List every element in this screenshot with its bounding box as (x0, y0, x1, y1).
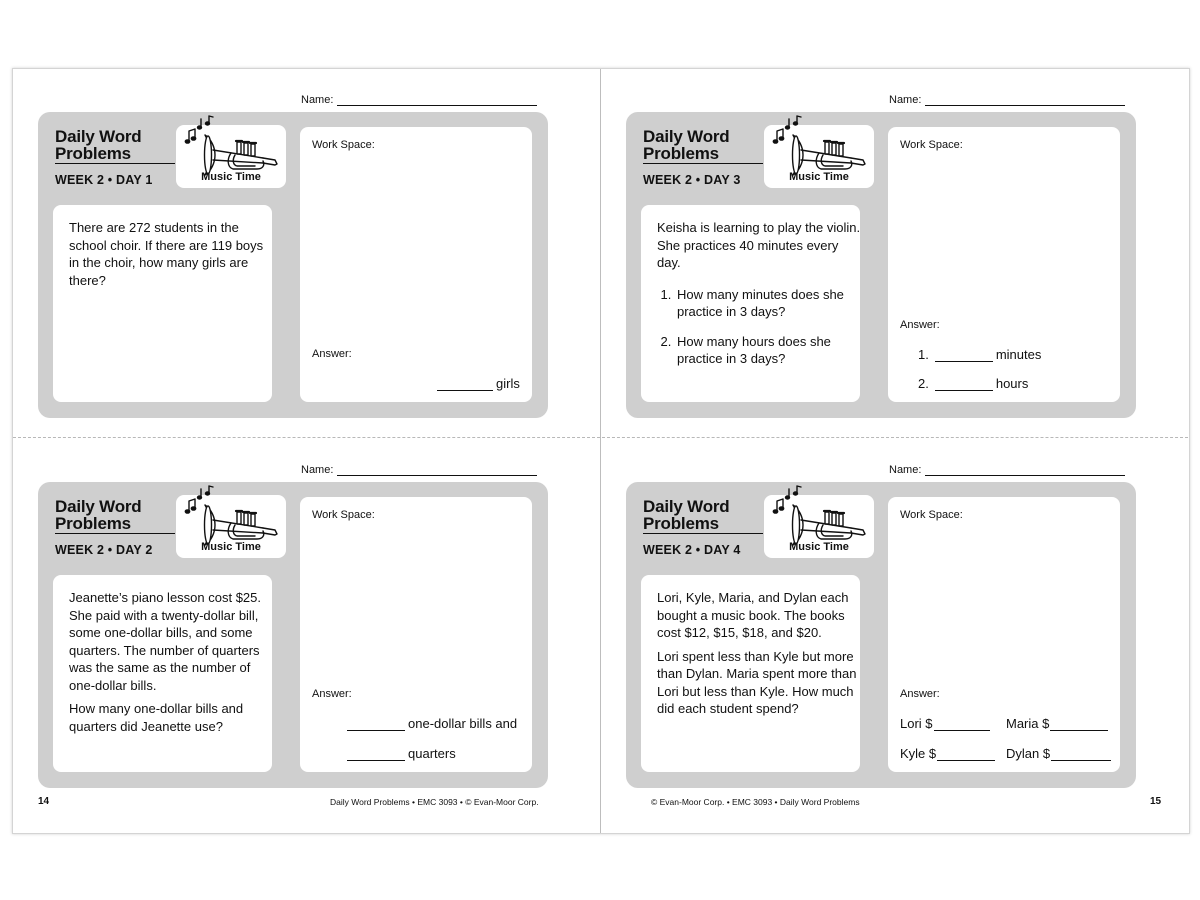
answer-number: 2. (918, 376, 929, 391)
page-number-left: 14 (38, 796, 50, 807)
answer-line-dollar-bills[interactable] (344, 716, 517, 731)
name-label: Name: (889, 464, 922, 476)
answer-label: Answer: (312, 688, 352, 700)
problem-paragraph: There are 272 students in the school choir. If there are 119 boys in the choir, how many girls are there? (69, 220, 264, 288)
title-line1: Daily Word (643, 497, 730, 516)
answer-line-quarters[interactable] (344, 746, 456, 761)
title-line1: Daily Word (643, 127, 730, 146)
answer-name: Dylan $ (1006, 746, 1051, 761)
left-page (13, 69, 600, 833)
trumpet-icon (759, 483, 871, 545)
name-field[interactable] (889, 464, 1125, 476)
answer-unit: minutes (995, 347, 1042, 362)
week-day-label: WEEK 2 • DAY 1 (55, 173, 153, 187)
trumpet-icon (171, 483, 283, 545)
card-title (643, 498, 763, 534)
work-space-label: Work Space: (900, 139, 963, 151)
problem-card-day4 (601, 439, 1188, 809)
answer-blank[interactable] (347, 718, 405, 731)
footer-right-text: © Evan-Moor Corp. • EMC 3093 • Daily Word Problems (651, 797, 860, 807)
problem-card-day3 (601, 69, 1188, 439)
name-line[interactable] (337, 465, 537, 476)
problem-text (69, 219, 274, 301)
answer-name: Lori $ (900, 716, 933, 731)
work-space-box[interactable] (300, 497, 532, 772)
title-line2: Problems (643, 515, 763, 534)
card (626, 112, 1136, 418)
name-field[interactable] (301, 464, 537, 476)
name-line[interactable] (925, 95, 1125, 106)
answer-unit: one-dollar bills and (408, 716, 518, 731)
answer-name: Maria $ (1006, 716, 1050, 731)
title-line2: Problems (643, 145, 763, 164)
card (626, 482, 1136, 788)
work-space-box[interactable] (300, 127, 532, 402)
name-line[interactable] (925, 465, 1125, 476)
answer-line-lori[interactable] (900, 716, 993, 731)
card-title (55, 128, 175, 164)
answer-unit: girls (496, 376, 520, 391)
theme-box (764, 125, 874, 188)
week-day-label: WEEK 2 • DAY 2 (55, 543, 153, 557)
theme-box (764, 495, 874, 558)
theme-label: Music Time (201, 541, 261, 553)
answer-blank[interactable] (347, 748, 405, 761)
answer-blank[interactable] (1051, 748, 1111, 761)
title-line1: Daily Word (55, 497, 142, 516)
answer-line-dylan[interactable] (1006, 746, 1114, 761)
page-number-right: 15 (1150, 796, 1162, 807)
answer-line-girls[interactable] (434, 376, 520, 391)
name-field[interactable] (301, 94, 537, 106)
week-day-label: WEEK 2 • DAY 4 (643, 543, 741, 557)
answer-number: 1. (918, 347, 929, 362)
name-field[interactable] (889, 94, 1125, 106)
name-label: Name: (301, 464, 334, 476)
title-line2: Problems (55, 145, 175, 164)
answer-name: Kyle $ (900, 746, 937, 761)
theme-box (176, 125, 286, 188)
name-line[interactable] (337, 95, 537, 106)
workbook-spread (12, 68, 1190, 834)
answer-blank[interactable] (935, 349, 993, 362)
answer-line-hours[interactable] (918, 376, 1028, 391)
answer-blank[interactable] (935, 378, 993, 391)
footer-left-text: Daily Word Problems • EMC 3093 • © Evan-Moor Corp. (330, 797, 539, 807)
answer-label: Answer: (900, 319, 940, 331)
problem-card-day1 (13, 69, 600, 439)
problem-paragraph: Keisha is learning to play the violin. She practices 40 minutes every day. (657, 220, 861, 270)
work-space-label: Work Space: (312, 139, 375, 151)
theme-label: Music Time (789, 541, 849, 553)
card (38, 112, 548, 418)
problem-box (53, 575, 272, 772)
answer-blank[interactable] (937, 748, 995, 761)
problem-text (657, 219, 862, 380)
problem-box (641, 575, 860, 772)
problem-text (69, 589, 274, 747)
trumpet-icon (171, 113, 283, 175)
name-label: Name: (301, 94, 334, 106)
answer-unit: hours (995, 376, 1029, 391)
question-2: 2. How many hours does she practice in 3 days? (675, 333, 862, 368)
work-space-box[interactable] (888, 127, 1120, 402)
question-1: 1. How many minutes does she practice in 3 days? (675, 286, 862, 321)
theme-box (176, 495, 286, 558)
answer-line-minutes[interactable] (918, 347, 1041, 362)
answer-label: Answer: (900, 688, 940, 700)
problem-paragraph: Lori, Kyle, Maria, and Dylan each bought a music book. The books cost $12, $15, $18, and $20. (657, 590, 849, 640)
work-space-label: Work Space: (900, 509, 963, 521)
title-line2: Problems (55, 515, 175, 534)
answer-blank[interactable] (934, 718, 990, 731)
answer-label: Answer: (312, 348, 352, 360)
problem-text (657, 589, 862, 730)
problem-box (53, 205, 272, 402)
work-space-label: Work Space: (312, 509, 375, 521)
theme-label: Music Time (201, 171, 261, 183)
trumpet-icon (759, 113, 871, 175)
work-space-box[interactable] (888, 497, 1120, 772)
title-line1: Daily Word (55, 127, 142, 146)
problem-box (641, 205, 860, 402)
week-day-label: WEEK 2 • DAY 3 (643, 173, 741, 187)
answer-line-maria[interactable] (1006, 716, 1111, 731)
card-title (55, 498, 175, 534)
problem-question: How many one-dollar bills and quarters did Jeanette use? (69, 701, 244, 734)
card (38, 482, 548, 788)
problem-card-day2 (13, 439, 600, 809)
card-title (643, 128, 763, 164)
right-page (601, 69, 1188, 833)
name-label: Name: (889, 94, 922, 106)
answer-blank[interactable] (437, 378, 493, 391)
answer-line-kyle[interactable] (900, 746, 998, 761)
problem-paragraph: Jeanette’s piano lesson cost $25. She paid with a twenty-dollar bill, some one-dollar bills, and some quarters. The number of quarters was the same as the number of one-dollar bills. (69, 590, 262, 693)
answer-blank[interactable] (1050, 718, 1108, 731)
problem-question: Lori spent less than Kyle but more than Dylan. Maria spent more than Lori but less than Kyle. How much did each student spend? (657, 648, 857, 716)
answer-unit: quarters (408, 746, 456, 761)
theme-label: Music Time (789, 171, 849, 183)
